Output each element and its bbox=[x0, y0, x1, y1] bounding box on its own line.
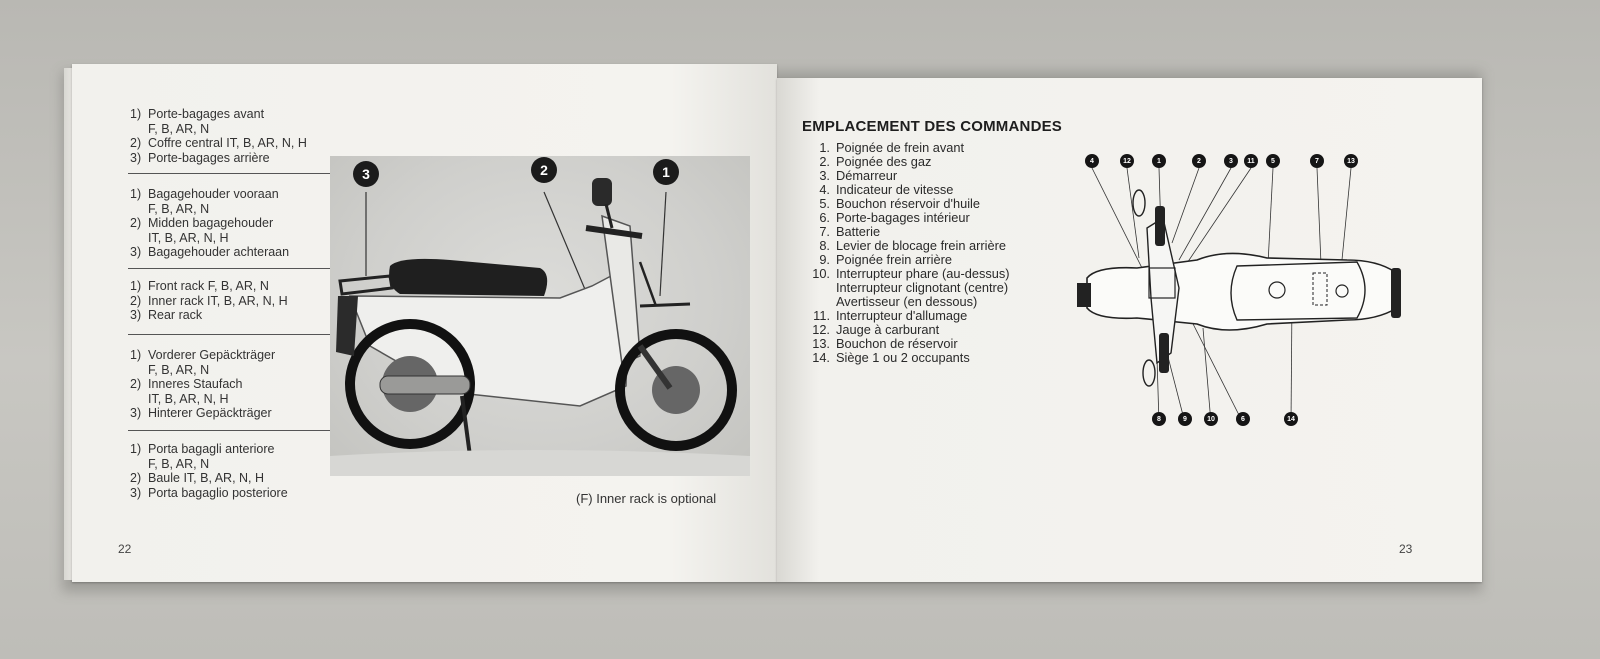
rack-list-item bbox=[130, 348, 275, 363]
control-item bbox=[802, 197, 1010, 211]
page-heading: EMPLACEMENT DES COMMANDES bbox=[802, 118, 1063, 135]
control-label-continuation: Avertisseur (en dessous) bbox=[836, 294, 978, 309]
control-item bbox=[802, 169, 1010, 183]
photo-caption: (F) Inner rack is optional bbox=[576, 491, 717, 506]
rack-list-item-number: 1) bbox=[130, 348, 142, 362]
control-label: Poignée de frein avant bbox=[836, 140, 965, 155]
rack-list-item bbox=[130, 392, 275, 407]
rack-list-item-text: Bagagehouder vooraan bbox=[148, 187, 279, 201]
photo-callout-2: 2 bbox=[531, 157, 557, 183]
rack-list-item-number: 3) bbox=[130, 308, 142, 322]
control-label: Jauge à carburant bbox=[836, 322, 940, 337]
rack-list-item-text: F, B, AR, N bbox=[148, 362, 210, 377]
control-label: Siège 1 ou 2 occupants bbox=[836, 350, 970, 365]
rack-list-item-text: Porte-bagages arrière bbox=[148, 150, 270, 165]
control-item bbox=[802, 351, 1010, 365]
rack-list-item bbox=[130, 377, 275, 392]
control-item bbox=[802, 155, 1010, 169]
diagram-callout: 3 bbox=[1224, 154, 1238, 168]
scooter-illustration bbox=[330, 156, 750, 476]
rack-list-item-number: 3) bbox=[130, 406, 142, 420]
control-item bbox=[802, 239, 1010, 253]
rack-list-item-text: Inneres Staufach bbox=[148, 377, 243, 391]
control-label: Poignée des gaz bbox=[836, 154, 932, 169]
rack-list-item bbox=[130, 231, 289, 246]
control-label: Interrupteur phare (au-dessus) bbox=[836, 266, 1010, 281]
diagram-callout: 2 bbox=[1192, 154, 1206, 168]
right-page bbox=[777, 78, 1482, 582]
rack-list-item bbox=[130, 457, 288, 472]
rack-list-item-number: 2) bbox=[130, 377, 142, 391]
control-label: Batterie bbox=[836, 224, 881, 239]
control-number: 9. bbox=[819, 252, 830, 267]
diagram-callout: 10 bbox=[1204, 412, 1218, 426]
rack-list-item bbox=[130, 216, 289, 231]
rack-list-item-text: Hinterer Gepäckträger bbox=[148, 406, 272, 420]
rack-list-item-text: Baule IT, B, AR, N, H bbox=[148, 471, 265, 485]
rack-list-item bbox=[130, 406, 275, 421]
rack-list-item bbox=[130, 245, 289, 260]
page-number-right: 23 bbox=[1399, 542, 1413, 556]
photo-callout-1: 1 bbox=[653, 159, 679, 185]
rack-list-item-number: 1) bbox=[130, 279, 142, 293]
control-item bbox=[802, 323, 1010, 337]
rack-list-item-number: 2) bbox=[130, 216, 142, 230]
control-number: 1. bbox=[819, 140, 830, 155]
diagram-callout: 14 bbox=[1284, 412, 1298, 426]
rack-list-item bbox=[130, 471, 288, 486]
scooter-top-view-illustration bbox=[1077, 148, 1417, 428]
rack-list-item bbox=[130, 122, 307, 137]
rack-list-item-number: 3) bbox=[130, 150, 142, 165]
rack-list-item-text: IT, B, AR, N, H bbox=[148, 391, 229, 406]
rack-list-item bbox=[130, 151, 307, 166]
rack-list-item-number: 3) bbox=[130, 245, 142, 259]
rack-list-item-text: Porte-bagages avant bbox=[148, 107, 265, 121]
control-label: Poignée frein arrière bbox=[836, 252, 952, 267]
scooter-photo bbox=[330, 156, 750, 476]
control-number: 2. bbox=[819, 154, 830, 169]
rack-list-item-text: Porta bagagli anteriore bbox=[148, 442, 275, 456]
control-item bbox=[802, 267, 1010, 281]
diagram-callout: 12 bbox=[1120, 154, 1134, 168]
rack-list-item bbox=[130, 363, 275, 378]
control-label-continuation: Interrupteur clignotant (centre) bbox=[836, 280, 1009, 295]
rack-list-item-number: 3) bbox=[130, 485, 142, 500]
diagram-callout: 6 bbox=[1236, 412, 1250, 426]
rack-list-item-text: Coffre central IT, B, AR, N, H bbox=[148, 136, 307, 150]
rack-list-item-number: 1) bbox=[130, 442, 142, 456]
rack-list-item-text: F, B, AR, N bbox=[148, 201, 210, 216]
rack-list-item-number: 2) bbox=[130, 471, 142, 485]
control-label: Bouchon réservoir d'huile bbox=[836, 196, 981, 211]
rack-list-item-text: IT, B, AR, N, H bbox=[148, 230, 229, 245]
rack-list-item bbox=[130, 308, 288, 323]
diagram-callout: 9 bbox=[1178, 412, 1192, 426]
page-number-left: 22 bbox=[118, 542, 132, 556]
rack-list-item-text: Inner rack IT, B, AR, N, H bbox=[148, 293, 288, 308]
rack-list-item-text: F, B, AR, N bbox=[148, 456, 210, 471]
rack-list-item bbox=[130, 486, 288, 501]
photo-callout-3: 3 bbox=[353, 161, 379, 187]
control-number: 6. bbox=[819, 210, 830, 225]
rack-list-item bbox=[130, 202, 289, 217]
rack-list-item bbox=[130, 136, 307, 151]
rack-list-item-number: 2) bbox=[130, 136, 142, 150]
control-number: 10. bbox=[812, 266, 830, 281]
rack-list-item-number: 2) bbox=[130, 293, 142, 308]
control-label: Bouchon de réservoir bbox=[836, 336, 958, 351]
diagram-callout: 8 bbox=[1152, 412, 1166, 426]
control-item bbox=[802, 337, 1010, 351]
scooter-top-view-diagram bbox=[1077, 148, 1417, 428]
control-item bbox=[802, 309, 1010, 323]
rack-list-item-number: 1) bbox=[130, 187, 142, 201]
control-item bbox=[802, 225, 1010, 239]
left-page bbox=[72, 64, 777, 582]
rack-list-group bbox=[130, 348, 275, 421]
rack-list-item-text: Midden bagagehouder bbox=[148, 216, 274, 230]
control-item bbox=[802, 141, 1010, 155]
control-label: Interrupteur d'allumage bbox=[836, 308, 968, 323]
diagram-callout: 4 bbox=[1085, 154, 1099, 168]
diagram-callout: 5 bbox=[1266, 154, 1280, 168]
rack-list-item bbox=[130, 279, 288, 294]
diagram-callout: 11 bbox=[1244, 154, 1258, 168]
control-number: 13. bbox=[812, 336, 830, 351]
diagram-callout: 7 bbox=[1310, 154, 1324, 168]
rack-list-item bbox=[130, 107, 307, 122]
control-item bbox=[802, 253, 1010, 267]
control-item bbox=[802, 183, 1010, 197]
control-item bbox=[802, 211, 1010, 225]
diagram-callout: 1 bbox=[1152, 154, 1166, 168]
rack-list-item bbox=[130, 294, 288, 309]
control-number: 5. bbox=[819, 196, 830, 211]
rack-list-item-text: F, B, AR, N bbox=[148, 121, 210, 136]
rack-list-item-text: Rear rack bbox=[148, 308, 203, 322]
control-label: Démarreur bbox=[836, 168, 898, 183]
rack-list-group bbox=[130, 187, 289, 260]
control-number: 11. bbox=[813, 308, 830, 323]
control-label: Levier de blocage frein arrière bbox=[836, 238, 1007, 253]
rack-list-item-text: Vorderer Gepäckträger bbox=[148, 348, 276, 362]
rack-list-group bbox=[130, 442, 288, 500]
control-number: 3. bbox=[819, 168, 830, 183]
control-number: 14. bbox=[812, 350, 830, 365]
rack-list-group bbox=[130, 107, 307, 165]
diagram-callout: 13 bbox=[1344, 154, 1358, 168]
controls-list bbox=[802, 141, 1010, 365]
rack-list-item-text: Bagagehouder achteraan bbox=[148, 245, 290, 259]
rack-list-item-text: Front rack F, B, AR, N bbox=[148, 279, 269, 293]
rack-list-item-number: 1) bbox=[130, 107, 142, 121]
rack-list-item bbox=[130, 187, 289, 202]
rack-list-item bbox=[130, 442, 288, 457]
control-label: Porte-bagages intérieur bbox=[836, 210, 970, 225]
control-number: 7. bbox=[819, 224, 830, 239]
control-label: Indicateur de vitesse bbox=[836, 182, 954, 197]
rack-list-item-text: Porta bagaglio posteriore bbox=[148, 485, 288, 500]
control-number: 8. bbox=[819, 238, 830, 253]
control-number: 4. bbox=[819, 182, 830, 197]
rack-list-group bbox=[130, 279, 288, 323]
control-number: 12. bbox=[812, 322, 830, 337]
